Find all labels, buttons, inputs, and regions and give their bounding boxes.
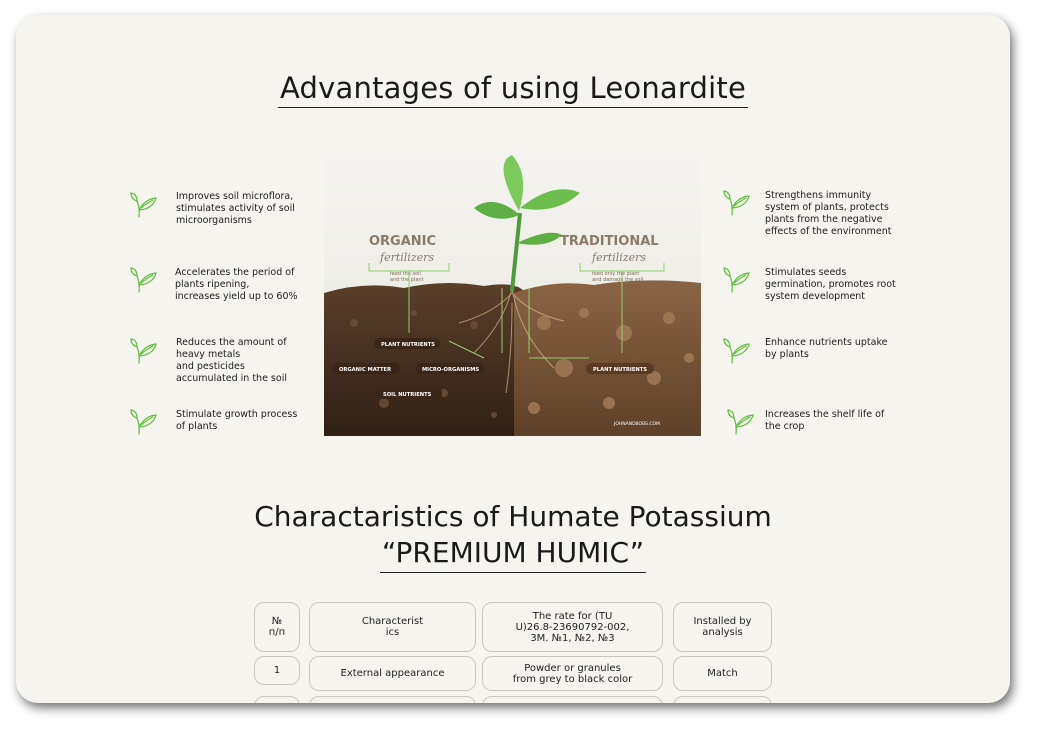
tag-micro-organisms: MICRO-ORGANISMS [422,367,480,373]
table-header-cell: Installed by analysis [673,602,772,652]
table-cell [254,696,300,703]
table-cell: 1 [254,656,300,685]
feature-left-3: Reduces the amount of heavy metals and pesticides accumulated in the soil [176,337,287,384]
table-cell [309,696,476,703]
feature-right-3: Enhance nutrients uptake by plants [765,337,888,360]
tag-organic-matter: ORGANIC MATTER [339,367,392,373]
feature-right-1: Strengthens immunity system of plants, protects plants from the negative effects of the environment [765,190,892,237]
feature-left-2: Accelerates the period of plants ripening, increases yield up to 60% [175,267,298,302]
table-header-cell: Characterist ics [309,602,476,652]
sprout-icon [722,336,752,366]
feature-left-1: Improves soil microflora, stimulates activity of soil microorganisms [176,191,295,226]
organic-note-2: and the plant [390,277,424,283]
page-card [16,15,1010,703]
traditional-note-2: and damage the soil [592,277,644,283]
organic-vs-traditional-image [324,153,701,436]
table-cell: Match [673,656,772,691]
sprout-icon [129,336,159,366]
table-cell [673,696,772,703]
traditional-note-1: feed only the plant [592,271,640,277]
table-header-cell: The rate for (TU U)26.8-23690792-002, 3M. №1, №2, №3 [482,602,663,652]
soil-illustration [324,153,701,436]
image-credit: JOHNANDBOBS.COM [614,422,660,427]
sprout-icon [726,407,756,437]
traditional-subtitle: fertilizers [592,251,647,264]
feature-right-2: Stimulates seeds germination, promotes root system development [765,267,896,302]
feature-left-4: Stimulate growth process of plants [176,409,298,432]
organic-title: ORGANIC [369,234,437,249]
sprout-icon [722,265,752,295]
organic-subtitle: fertilizers [380,251,435,264]
sprout-icon [129,265,159,295]
table-cell: External appearance [309,656,476,691]
advantages-title: Advantages of using Leonardite [16,71,1010,108]
feature-right-4: Increases the shelf life of the crop [765,409,885,432]
sprout-icon [129,190,159,220]
organic-note-1: feed the soil [390,271,421,277]
table-header-cell: № п/п [254,602,300,652]
sprout-icon [129,407,159,437]
table-cell [482,696,663,703]
tag-soil-nutrients: SOIL NUTRIENTS [383,392,432,398]
tag-plant-nutrients-right: PLANT NUTRIENTS [593,367,647,373]
characteristics-title: Charactaristics of Humate Potassium “PREMIUM HUMIC” [16,499,1010,573]
sprout-icon [722,188,752,218]
table-cell: Powder or granules from grey to black color [482,656,663,691]
traditional-title: TRADITIONAL [560,234,659,249]
tag-plant-nutrients: PLANT NUTRIENTS [381,342,435,348]
